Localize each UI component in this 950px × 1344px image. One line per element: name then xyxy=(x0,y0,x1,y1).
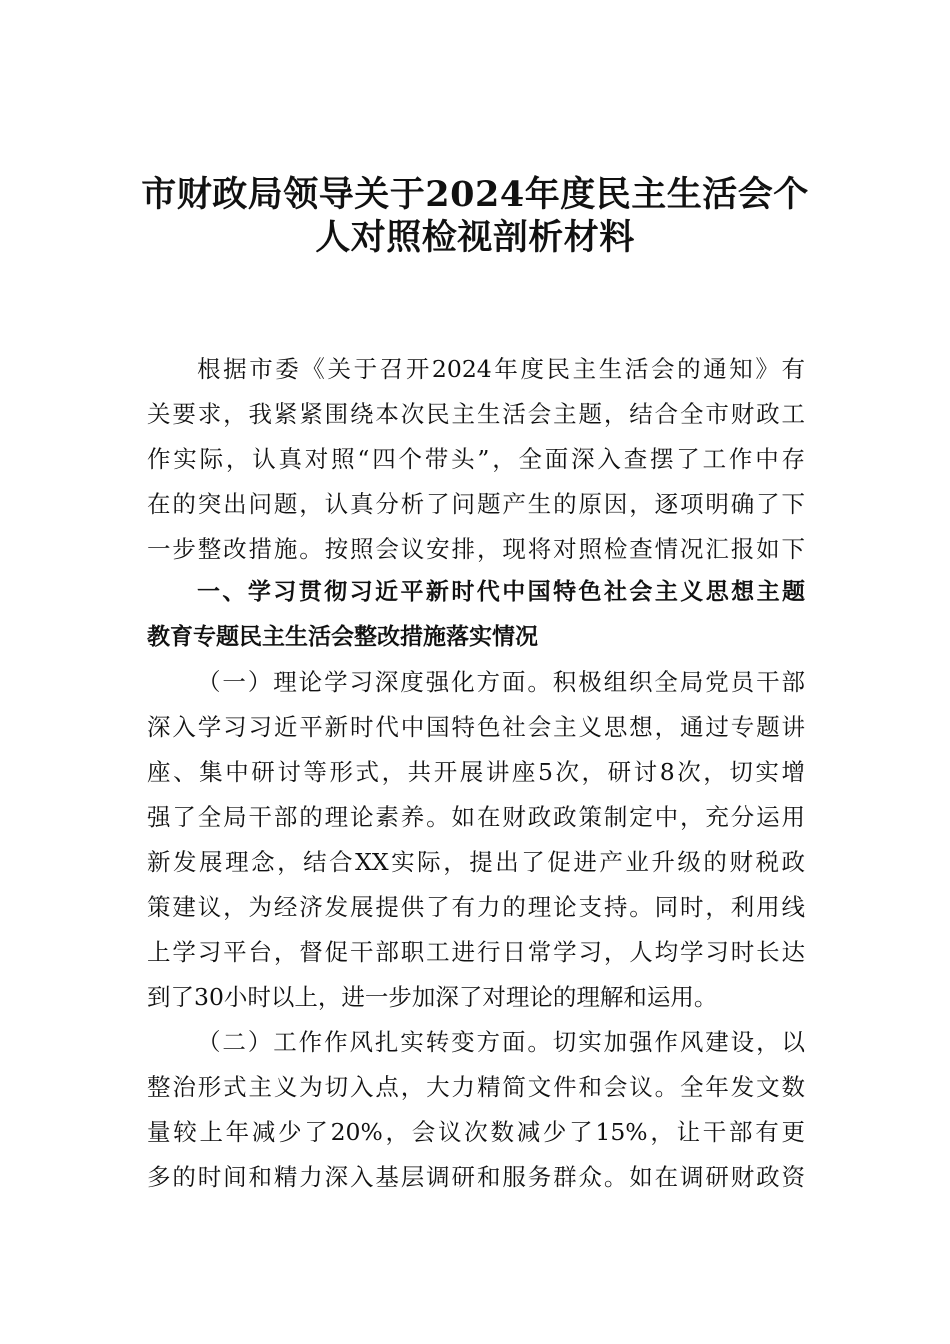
item1-line-3: 座、集中研讨等形式，共开展讲座5次，研讨8次，切实增 xyxy=(147,758,805,786)
intro-line-1: 根据市委《关于召开2024年度民主生活会的通知》有 xyxy=(197,355,805,383)
item1-line-7: 上学习平台，督促干部职工进行日常学习，人均学习时长达 xyxy=(147,938,805,966)
item2-line-4: 多的时间和精力深入基层调研和服务群众。如在调研财政资 xyxy=(147,1163,805,1191)
item1-line-1: （一）理论学习深度强化方面。积极组织全局党员干部 xyxy=(197,668,805,696)
intro-line-3: 作实际，认真对照“四个带头”，全面深入查摆了工作中存 xyxy=(147,445,805,473)
intro-line-4: 在的突出问题，认真分析了问题产生的原因，逐项明确了下 xyxy=(147,490,805,518)
item1-line-6: 策建议，为经济发展提供了有力的理论支持。同时，利用线 xyxy=(147,893,805,921)
item1-line-5: 新发展理念，结合XX实际，提出了促进产业升级的财税政 xyxy=(147,848,805,876)
document-title-line-2: 人对照检视剖析材料 xyxy=(315,217,635,258)
item2-line-3: 量较上年减少了20%，会议次数减少了15%，让干部有更 xyxy=(147,1118,805,1146)
intro-line-2: 关要求，我紧紧围绕本次民主生活会主题，结合全市财政工 xyxy=(147,400,805,428)
document-title-line-1: 市财政局领导关于2024年度民主生活会个 xyxy=(141,174,809,215)
section-heading-line-1: 一、学习贯彻习近平新时代中国特色社会主义思想主题 xyxy=(197,579,805,605)
item1-line-8: 到了30小时以上，进一步加深了对理论的理解和运用。 xyxy=(147,983,718,1011)
item2-line-2: 整治形式主义为切入点，大力精简文件和会议。全年发文数 xyxy=(147,1073,805,1101)
item1-line-2: 深入学习习近平新时代中国特色社会主义思想，通过专题讲 xyxy=(147,713,805,741)
intro-line-5: 一步整改措施。按照会议安排，现将对照检查情况汇报如下 xyxy=(147,535,805,563)
item2-line-1: （二）工作作风扎实转变方面。切实加强作风建设，以 xyxy=(197,1028,805,1056)
item1-line-4: 强了全局干部的理论素养。如在财政政策制定中，充分运用 xyxy=(147,803,805,831)
section-heading-line-2: 教育专题民主生活会整改措施落实情况 xyxy=(147,624,538,650)
